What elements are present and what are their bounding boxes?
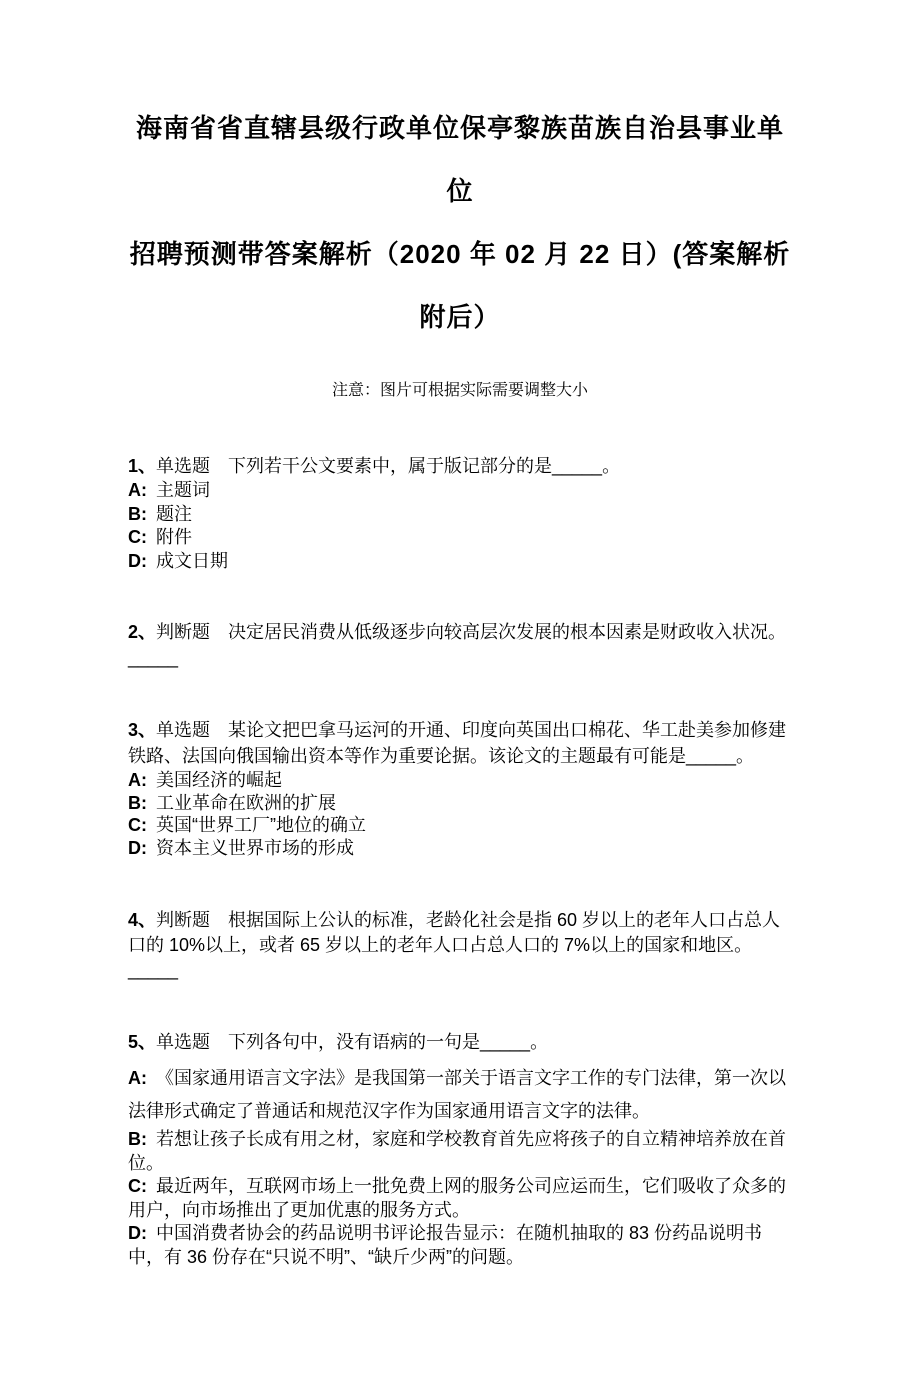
option-text: 附件: [156, 527, 192, 547]
option-label: C:: [128, 1176, 147, 1196]
question-number: 2、: [128, 622, 157, 642]
document-content: [128, 97, 792, 1269]
option-row: [128, 479, 792, 503]
question-block-2: [128, 620, 792, 671]
question-block-1: [128, 453, 792, 573]
question-stem: 下列若干公文要素中，属于版记部分的是_____。: [228, 456, 621, 476]
question-block-3: [128, 717, 792, 859]
question-stem-row: [128, 717, 792, 769]
option-row: [128, 792, 792, 815]
option-row: [128, 814, 792, 837]
option-text: 最近两年，互联网市场上一批免费上网的服务公司应运而生，它们吸收了众多的用户，向市场推出了更加优惠的服务方式。: [128, 1176, 786, 1220]
question-number: 5、: [128, 1032, 157, 1052]
question-number: 1、: [128, 456, 157, 476]
option-label: C:: [128, 527, 147, 547]
question-stem: 某论文把巴拿马运河的开通、印度向英国出口棉花、华工赴美参加修建铁路、法国向俄国输出资本等作为重要论据。该论文的主题最有可能是_____。: [128, 720, 787, 766]
option-text: 中国消费者协会的药品说明书评论报告显示：在随机抽取的 83 份药品说明书中，有 36 份存在“只说不明”、“缺斤少两”的问题。: [128, 1223, 763, 1267]
question-type: 判断题: [156, 622, 211, 642]
option-label: D:: [128, 550, 147, 571]
option-row: [128, 1175, 792, 1222]
question-block-4: [128, 908, 792, 983]
option-row: [128, 837, 792, 860]
option-label: C:: [128, 815, 147, 835]
option-label: B:: [128, 792, 147, 813]
option-label: D:: [128, 837, 147, 858]
question-stem-row: [128, 620, 792, 671]
option-text: 若想让孩子长成有用之材，家庭和学校教育首先应将孩子的自立精神培养放在首位。: [128, 1129, 786, 1173]
option-row: [128, 1062, 792, 1128]
option-label: B:: [128, 503, 147, 524]
question-stem: 决定居民消费从低级逐步向较高层次发展的根本因素是财政收入状况。 _____: [128, 622, 787, 668]
option-text: 《国家通用语言文字法》是我国第一部关于语言文字工作的专门法律，第一次以法律形式确定了普通话和规范汉字作为国家通用语言文字的法律。: [128, 1068, 786, 1121]
option-row: [128, 769, 792, 792]
question-type: 单选题: [156, 456, 211, 476]
notice-text: 注意：图片可根据实际需要调整大小: [331, 382, 588, 399]
option-row: [128, 550, 792, 574]
option-text: 英国“世界工厂”地位的确立: [156, 815, 366, 835]
question-stem: 根据国际上公认的标准，老龄化社会是指 60 岁以上的老年人口占总人口的 10%以上，或者 65 岁以上的老年人口占总人口的 7%以上的国家和地区。 _____: [128, 910, 781, 980]
question-number: 4、: [128, 910, 157, 930]
option-row: [128, 526, 792, 550]
option-row: [128, 1222, 792, 1269]
option-text: 资本主义世界市场的形成: [156, 837, 354, 858]
option-text: 题注: [156, 503, 192, 524]
option-text: 成文日期: [156, 550, 228, 571]
document-page: [0, 97, 920, 1399]
question-type: 单选题: [156, 720, 211, 740]
title-line-2: 招聘预测带答案解析（2020 年 02 月 22 日）(答案解析附后）: [129, 239, 791, 332]
question-stem: 下列各句中，没有语病的一句是_____。: [228, 1032, 549, 1052]
document-title: [128, 97, 792, 349]
question-stem-row: [128, 908, 792, 983]
question-stem-row: [128, 1029, 792, 1055]
title-line-1: 海南省省直辖县级行政单位保亭黎族苗族自治县事业单位: [135, 113, 784, 206]
option-row: [128, 1128, 792, 1175]
question-stem-row: [128, 453, 792, 479]
option-label: B:: [128, 1129, 147, 1149]
option-text: 工业革命在欧洲的扩展: [156, 792, 336, 813]
question-type: 单选题: [156, 1032, 211, 1052]
option-label: A:: [128, 1068, 147, 1088]
question-number: 3、: [128, 720, 157, 740]
option-label: A:: [128, 480, 147, 500]
option-label: A:: [128, 770, 147, 790]
option-text: 主题词: [156, 480, 210, 500]
question-type: 判断题: [156, 910, 211, 930]
question-block-5: [128, 1029, 792, 1269]
option-row: [128, 503, 792, 527]
option-text: 美国经济的崛起: [156, 770, 282, 790]
option-label: D:: [128, 1223, 147, 1243]
